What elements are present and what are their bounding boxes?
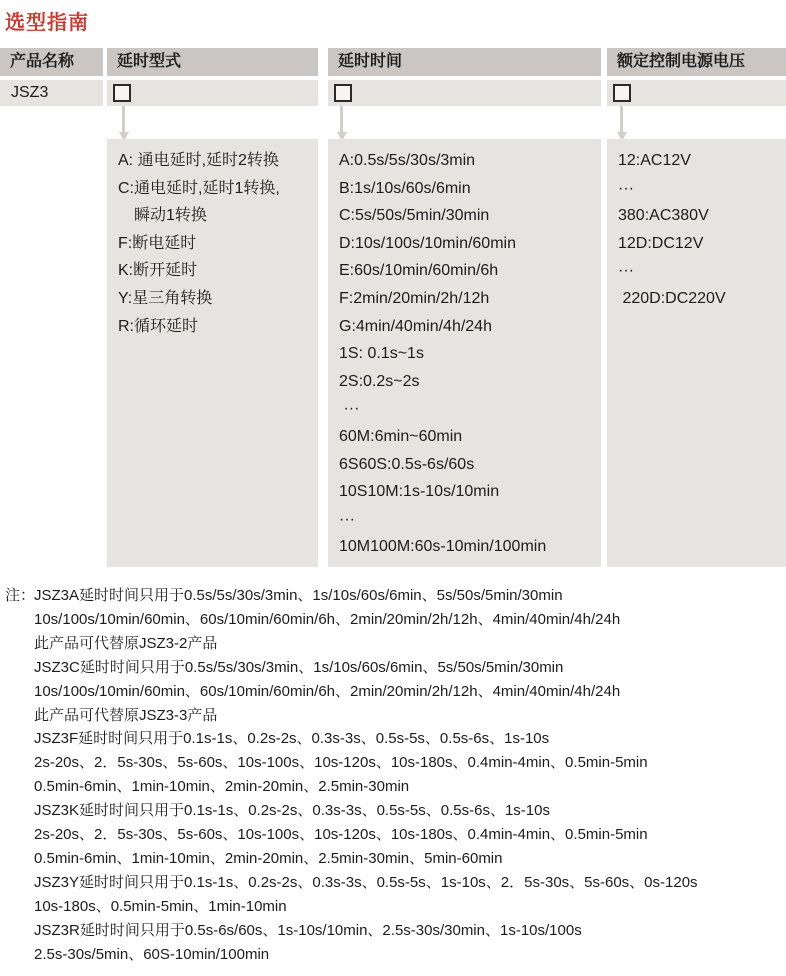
note-line: 0.5min-6min、1min-10min、2min-20min、2.5min-30min xyxy=(34,778,410,796)
rated-voltage-cell xyxy=(607,80,786,106)
note-line: JSZ3R延时时间只用于0.5s-6s/60s、1s-10s/10min、2.5s-30s/30min、1s-10s/100s xyxy=(34,921,582,939)
option-line: F:2min/20min/2h/12h xyxy=(339,289,490,307)
delay-time-options-panel xyxy=(328,139,601,567)
option-line: 12D:DC12V xyxy=(618,234,704,252)
note-line: 2.5s-30s/5min、60S-10min/100min xyxy=(34,945,270,963)
delay-type-checkbox[interactable] xyxy=(113,84,131,102)
option-line: C:5s/50s/5min/30min xyxy=(339,207,490,225)
option-line: G:4min/40min/4h/24h xyxy=(339,317,492,335)
option-line: 瞬动1转换 xyxy=(118,207,207,225)
header-delay-time: 延时时间 xyxy=(328,48,601,76)
note-line: 2s-20s、2．5s-30s、5s-60s、10s-100s、10s-120s、10s-180s、0.4min-4min、0.5min-5min xyxy=(34,754,648,772)
option-line: 2S:0.2s~2s xyxy=(339,372,420,390)
option-line: 12:AC12V xyxy=(618,152,691,169)
note-line: JSZ3K延时时间只用于0.1s-1s、0.2s-2s、0.3s-3s、0.5s-5s、0.5s-6s、1s-10s xyxy=(34,802,550,820)
delay-time-checkbox[interactable] xyxy=(334,84,352,102)
notes-section xyxy=(5,584,786,967)
note-line: 此产品可代替原JSZ3-2产品 xyxy=(34,634,218,652)
note-line: 2s-20s、2．5s-30s、5s-60s、10s-100s、10s-120s、10s-180s、0.4min-4min、0.5min-5min xyxy=(34,826,648,844)
note-line: JSZ3F延时时间只用于0.1s-1s、0.2s-2s、0.3s-3s、0.5s-5s、0.5s-6s、1s-10s xyxy=(34,730,550,748)
page-title: 选型指南 xyxy=(5,12,89,34)
note-line: 10s/100s/10min/60min、60s/10min/60min/6h、2min/20min/2h/12h、4min/40min/4h/24h xyxy=(34,610,621,628)
option-line: ··· xyxy=(618,262,634,280)
rated-voltage-checkbox[interactable] xyxy=(613,84,631,102)
option-line: 10M100M:60s-10min/100min xyxy=(339,538,547,556)
product-name-value: JSZ3 xyxy=(0,80,103,106)
delay-time-cell xyxy=(328,80,601,106)
option-line: Y:星三角转换 xyxy=(118,289,213,307)
option-line: ··· xyxy=(339,400,360,418)
note-line: JSZ3C延时时间只用于0.5s/5s/30s/3min、1s/10s/60s/6min、5s/50s/5min/30min xyxy=(34,658,564,676)
option-line: F:断电延时 xyxy=(118,234,197,252)
option-line: A:0.5s/5s/30s/3min xyxy=(339,152,476,169)
option-line: A: 通电延时,延时2转换 xyxy=(118,152,279,169)
note-line: 10s-180s、0.5min-5min、1min-10min xyxy=(34,897,287,915)
rated-voltage-options-panel xyxy=(607,139,786,567)
down-arrow-icon xyxy=(122,106,125,132)
option-line: R:循环延时 xyxy=(118,317,199,335)
option-line: C:通电延时,延时1转换, xyxy=(118,179,280,197)
option-line: 220D:DC220V xyxy=(618,289,726,307)
option-line: 6S60S:0.5s-6s/60s xyxy=(339,455,475,473)
option-line: B:1s/10s/60s/6min xyxy=(339,179,471,197)
note-line: 10s/100s/10min/60min、60s/10min/60min/6h、2min/20min/2h/12h、4min/40min/4h/24h xyxy=(34,682,621,700)
note-line: 0.5min-6min、1min-10min、2min-20min、2.5min-30min、5min-60min xyxy=(34,849,503,867)
note-line: 此产品可代替原JSZ3-3产品 xyxy=(34,706,218,724)
option-line: ··· xyxy=(618,179,634,197)
option-line: K:断开延时 xyxy=(118,262,198,280)
option-line: 380:AC380V xyxy=(618,207,709,225)
option-line: 10S10M:1s-10s/10min xyxy=(339,483,500,501)
down-arrow-icon xyxy=(620,106,623,132)
note-line: JSZ3A延时时间只用于0.5s/5s/30s/3min、1s/10s/60s/6min、5s/50s/5min/30min xyxy=(34,587,563,604)
header-product-name: 产品名称 xyxy=(0,48,103,76)
option-line: ··· xyxy=(339,510,355,528)
delay-type-cell xyxy=(107,80,318,106)
delay-type-options-panel xyxy=(107,139,318,567)
option-line: E:60s/10min/60min/6h xyxy=(339,262,499,280)
header-delay-type: 延时型式 xyxy=(107,48,318,76)
notes-body xyxy=(34,584,786,967)
note-line: JSZ3Y延时时间只用于0.1s-1s、0.2s-2s、0.3s-3s、0.5s-5s、1s-10s、2．5s-30s、5s-60s、0s-120s xyxy=(34,873,698,891)
option-line: D:10s/100s/10min/60min xyxy=(339,234,516,252)
notes-label: 注： xyxy=(5,587,36,604)
header-rated-voltage: 额定控制电源电压 xyxy=(607,48,786,76)
option-line: 1S: 0.1s~1s xyxy=(339,345,424,363)
option-line: 60M:6min~60min xyxy=(339,427,463,445)
down-arrow-icon xyxy=(340,106,343,132)
